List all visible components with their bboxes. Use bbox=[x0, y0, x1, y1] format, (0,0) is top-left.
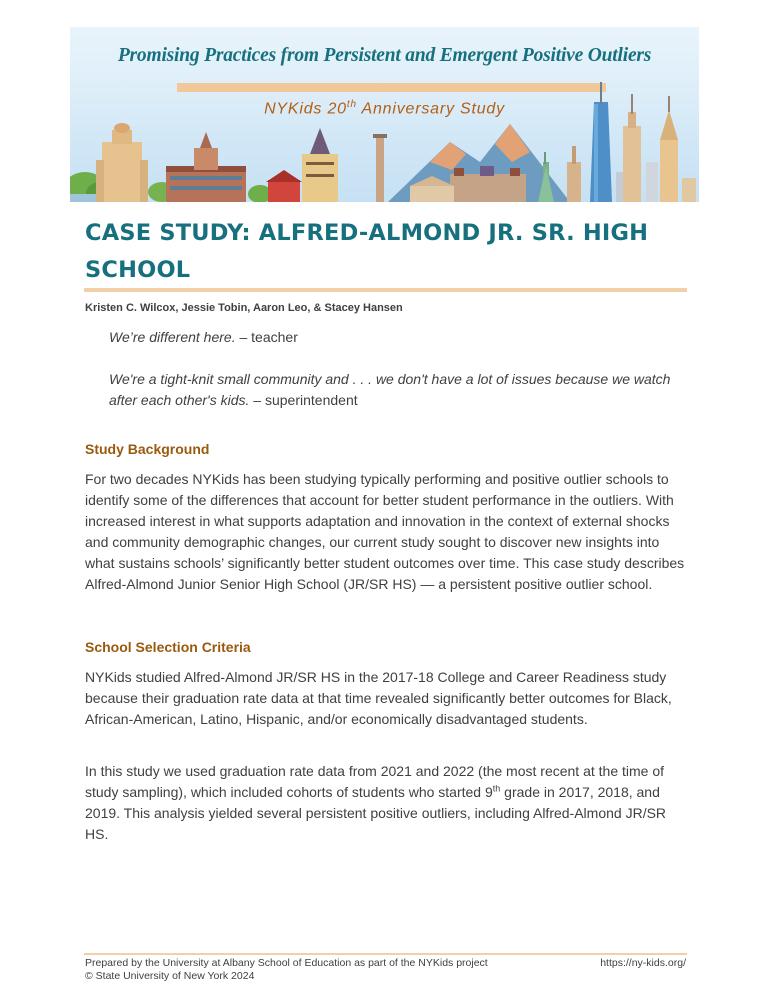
footer-prepared-by: Prepared by the University at Albany School of Education as part of the NYKids project bbox=[85, 957, 488, 969]
ordinal-sup: th bbox=[492, 783, 501, 794]
title-divider bbox=[84, 288, 687, 292]
footer-credits bbox=[85, 957, 488, 983]
footer-divider bbox=[84, 953, 687, 955]
banner-subtitle-rest: Anniversary Study bbox=[356, 100, 505, 118]
authors: Kristen C. Wilcox, Jessie Tobin, Aaron Leo, & Stacey Hansen bbox=[85, 302, 403, 314]
quote-attribution: – teacher bbox=[235, 329, 298, 345]
quote-teacher bbox=[109, 327, 699, 348]
quote-text: We’re different here. bbox=[109, 329, 236, 345]
paragraph-study-background: For two decades NYKids has been studying typically performing and positive outlier schools to identify some of the differences that account for better student performance in the outliers. With increased interest in what supports adaptation and innovation in the context of external shocks and community demographic changes, our current study sought to discover new insights into what sustains schools’ significantly better student outcomes over time. This case study describes Alfred-Almond Junior Senior High School (JR/SR HS) — a persistent positive outlier school. bbox=[85, 471, 685, 592]
page-title: CASE STUDY: ALFRED-ALMOND JR. SR. HIGH SCHOOL bbox=[85, 220, 649, 283]
banner-subtitle-main: NYKids 20 bbox=[264, 100, 347, 118]
footer-copyright: © State University of New York 2024 bbox=[85, 970, 255, 982]
skyline-illustration-icon bbox=[70, 82, 699, 202]
paragraph-selection-1: NYKids studied Alfred-Almond JR/SR HS in the 2017-18 College and Career Readiness study because their graduation rate data at that time revealed significantly better outcomes for Black, African-American, Latino, Hispanic, and/or economically disadvantaged students. bbox=[85, 669, 672, 727]
banner-title: Promising Practices from Persistent and Emergent Positive Outliers bbox=[117, 45, 652, 66]
paragraph-text: grade in 2017, 2018, and 2019. This analysis yielded several persistent positive outliers, including Alfred-Almond JR/SR HS. bbox=[85, 784, 667, 842]
banner-subtitle-sup: th bbox=[346, 99, 357, 110]
quote-attribution: – superintendent bbox=[249, 392, 358, 408]
paragraph-selection-2 bbox=[85, 761, 690, 845]
footer-url-link[interactable]: https://ny-kids.org/ bbox=[600, 957, 686, 969]
quote-superintendent bbox=[109, 369, 699, 411]
section-heading-study-background: Study Background bbox=[85, 441, 210, 457]
header-banner bbox=[70, 27, 699, 202]
paragraph-text: In this study we used graduation rate data from 2021 and 2022 (the most recent at the time of study sampling), which included cohorts of students who started 9 bbox=[85, 763, 665, 800]
section-heading-school-selection: School Selection Criteria bbox=[85, 639, 251, 655]
quote-text: We're a tight-knit small community and . . . we don't have a lot of issues because we watch after each other's kids. bbox=[109, 371, 671, 408]
